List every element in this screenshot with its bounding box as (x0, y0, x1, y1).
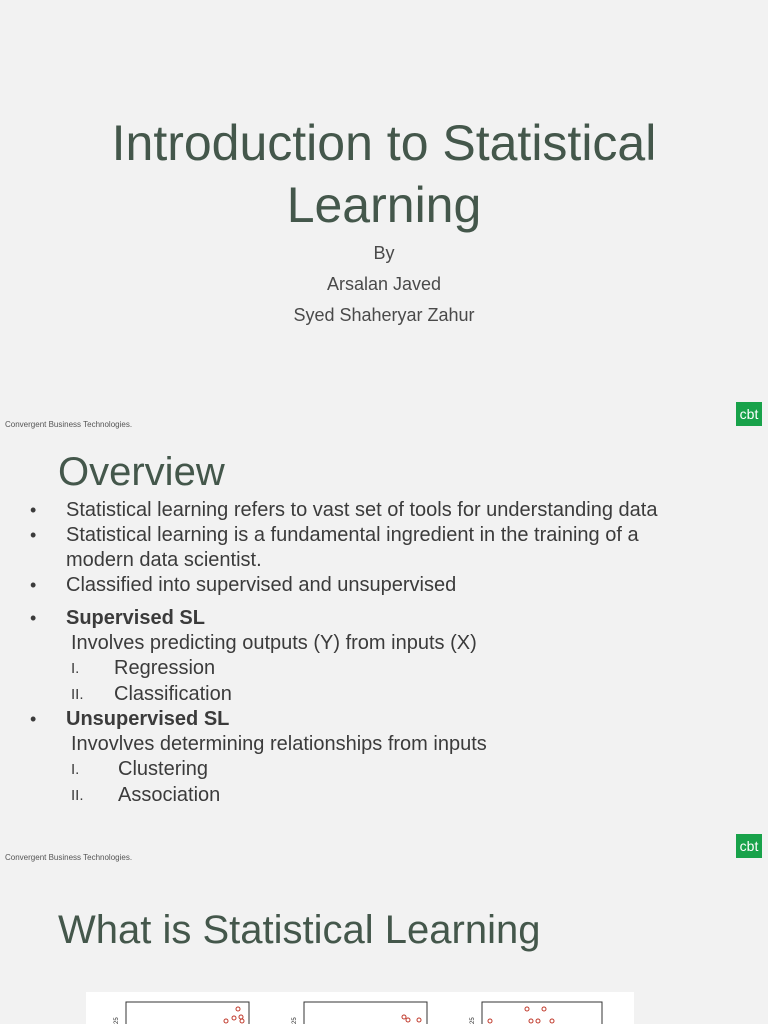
item-label: Classification (114, 682, 232, 705)
bullet-item (30, 707, 750, 732)
roman-numeral: II. (71, 685, 84, 703)
bullet-item (30, 523, 750, 573)
bullet-dot: • (30, 500, 37, 520)
roman-numeral: I. (71, 660, 80, 677)
footer-company: Convergent Business Technologies. (5, 420, 133, 429)
scatter-point (240, 1019, 244, 1023)
y-tick-label: 25 (470, 1017, 476, 1024)
item-label: Clustering (118, 758, 209, 780)
scatter-point (236, 1007, 240, 1011)
author-1: Arsalan Javed (326, 274, 442, 294)
cbt-logo: cbt (736, 834, 762, 858)
scatter-point (232, 1016, 236, 1020)
plot-frame (126, 1002, 249, 1024)
y-tick-label: 25 (114, 1017, 120, 1024)
slide-title (0, 112, 768, 236)
bullet-item (30, 573, 750, 598)
y-tick-label: 25 (292, 1017, 298, 1024)
supervised-description: Involves predicting outputs (Y) from inputs (X) (71, 632, 477, 654)
bullet-dot: • (30, 709, 37, 729)
what-is-sl-slide (0, 868, 768, 1024)
overview-slide (0, 434, 768, 868)
bullet-text: Classified into supervised and unsupervised (66, 574, 457, 596)
scatter-plots-svg (86, 992, 634, 1024)
bullet-item (30, 606, 750, 631)
cbt-logo: cbt (736, 402, 762, 426)
supervised-item (30, 656, 750, 682)
bullet-dot: • (30, 608, 37, 628)
bullet-text: Statistical learning is a fundamental ingredient in the training of a (66, 524, 639, 546)
unsupervised-heading: Unsupervised SL (66, 708, 230, 730)
author-2: Syed Shaheryar Zahur (293, 305, 475, 325)
plot-frame (304, 1002, 427, 1024)
slide-title: Overview (58, 450, 225, 494)
scatter-panel-1 (114, 1002, 249, 1024)
bullet-text-continued: modern data scientist. (66, 549, 262, 571)
scatter-point (402, 1015, 406, 1019)
scatter-point (417, 1018, 421, 1022)
footer-company: Convergent Business Technologies. (5, 853, 133, 862)
unsupervised-description: Invovlves determining relationships from inputs (71, 733, 487, 755)
scatter-plots-figure (86, 992, 634, 1024)
scatter-point (406, 1018, 410, 1022)
roman-numeral: II. (71, 786, 84, 804)
item-label: Association (118, 783, 221, 806)
plot-frame (482, 1002, 602, 1024)
title-line-1: Introduction to Statistical (111, 115, 657, 171)
bullet-list (30, 498, 750, 808)
supervised-heading: Supervised SL (66, 607, 205, 629)
scatter-point (550, 1019, 554, 1023)
title-line-2: Learning (286, 177, 482, 233)
scatter-point (488, 1019, 492, 1023)
bullet-dot: • (30, 575, 37, 595)
slide-title: What is Statistical Learning (58, 908, 541, 952)
scatter-point (224, 1019, 228, 1023)
supervised-item (30, 682, 750, 708)
unsupervised-item (30, 757, 750, 783)
item-label: Regression (114, 657, 216, 679)
bullet-text: Statistical learning refers to vast set of tools for understanding data (66, 499, 658, 521)
scatter-panel-3 (470, 1002, 602, 1024)
roman-numeral: I. (71, 761, 80, 778)
bullet-dot: • (30, 525, 37, 545)
scatter-point (239, 1015, 243, 1019)
bullet-item (30, 498, 750, 523)
scatter-point (536, 1019, 540, 1023)
scatter-point (529, 1019, 533, 1023)
scatter-point (525, 1007, 529, 1011)
title-slide (0, 0, 768, 434)
scatter-point (542, 1007, 546, 1011)
scatter-panel-2 (292, 1002, 427, 1024)
unsupervised-item (30, 783, 750, 809)
byline-by: By (373, 243, 395, 263)
